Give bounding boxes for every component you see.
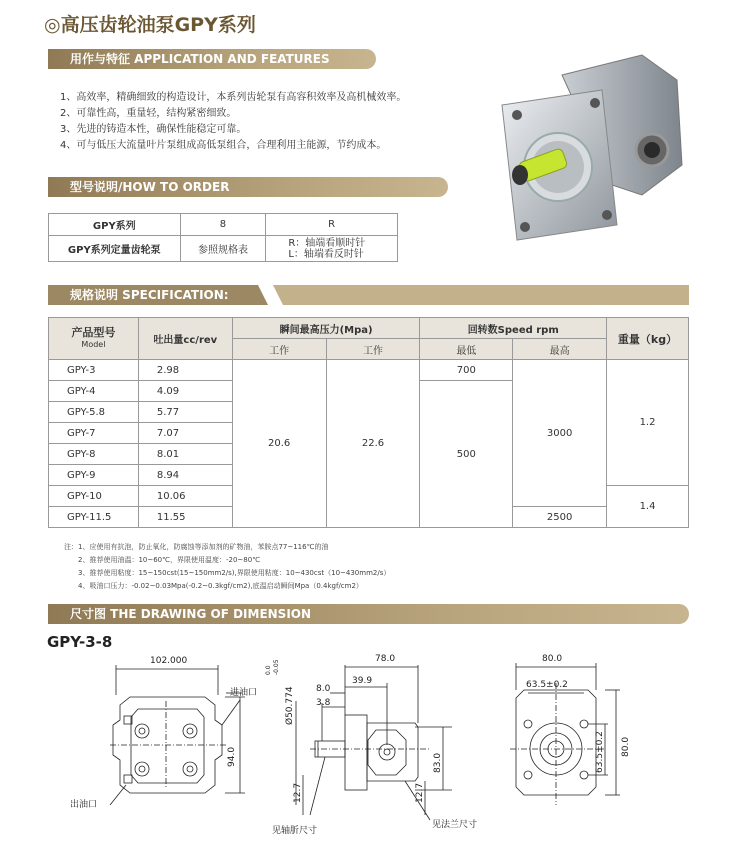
dim-102: 102.000 <box>150 656 188 666</box>
model-cell: GPY-8 <box>49 444 139 465</box>
speed-min-cell-1: 700 <box>420 360 513 381</box>
note-item: 注：1、应使用有抗泡，防止氧化，防腐蚀等添加剂的矿物油，苯胺点77~116℃的油 <box>64 543 329 551</box>
features-list <box>60 90 406 154</box>
page-title: ◎高压齿轮油泵GPY系列 <box>44 14 256 36</box>
dim-39-9: 39.9 <box>352 676 373 686</box>
model-cell: GPY-7 <box>49 423 139 444</box>
feature-item: 3、先进的铸造本性，确保性能稳定可靠。 <box>60 124 247 135</box>
model-cell: GPY-9 <box>49 465 139 486</box>
header-displacement: 吐出量cc/rev <box>138 318 232 360</box>
model-cell: GPY-10 <box>49 486 139 507</box>
feature-item: 4、可与低压大流量叶片泵组成高低泵组合，合理利用主能源，节约成本。 <box>60 140 387 151</box>
pressure-cell-1: 20.6 <box>232 360 326 528</box>
drawing-model-label: GPY-3-8 <box>47 633 113 651</box>
header-pressure-work-2: 工作 <box>326 339 420 360</box>
pump-product-image <box>492 45 692 255</box>
displacement-cell: 2.98 <box>138 360 232 381</box>
spec-section-header <box>48 285 689 305</box>
dim-80-side: 80.0 <box>621 736 631 757</box>
dim-83: 83.0 <box>433 752 443 773</box>
note-item: 3、推荐使用粘度：15~150cst(15~150mm2/s),界限使用粘度：10~430cst（10~430mm2/s） <box>78 569 391 577</box>
feature-item: 1、高效率，精确细致的构造设计，本系列齿轮泵有高容积效率及高机械效率。 <box>60 92 407 103</box>
order-cell: GPY系列 <box>49 214 181 236</box>
features-section-header: 用作与特征 APPLICATION AND FEATURES <box>48 49 376 69</box>
speed-max-cell-1: 3000 <box>513 360 607 507</box>
displacement-cell: 4.09 <box>138 381 232 402</box>
displacement-cell: 8.01 <box>138 444 232 465</box>
note-item: 4、吸油口压力：-0.02~0.03Mpa(-0.2~0.3kgf/cm2),底温启动瞬间Mpa（0.4kgf/cm2） <box>78 582 363 590</box>
dim-94: 94.0 <box>227 746 237 767</box>
header-weight: 重量（kg） <box>607 318 689 360</box>
speed-min-cell-2: 500 <box>420 381 513 528</box>
displacement-cell: 5.77 <box>138 402 232 423</box>
drawing-section-header: 尺寸图 THE DRAWING OF DIMENSION <box>48 604 689 624</box>
header-pressure: 瞬间最高压力(Mpa) <box>232 318 420 339</box>
header-model-en: Model <box>81 339 106 349</box>
note-item: 2、推荐使用油温：10~60℃，界限使用温度：-20~80℃ <box>78 556 261 564</box>
dim-80-top: 80.0 <box>542 654 563 664</box>
model-cell: GPY-11.5 <box>49 507 139 528</box>
order-cell: 参照规格表 <box>180 236 266 262</box>
spec-header-text: 规格说明 SPECIFICATION: <box>70 288 229 302</box>
header-speed: 回转数Speed rpm <box>420 318 607 339</box>
spec-notes <box>64 541 390 593</box>
dim-63-5-side: 63.5±0.2 <box>595 731 605 773</box>
order-section-header: 型号说明/HOW TO ORDER <box>48 177 448 197</box>
shaft-note: 见轴肵尺寸 <box>272 826 318 836</box>
feature-item: 2、可靠性高，重量轻，结构紧密细致。 <box>60 108 237 119</box>
speed-max-cell-2: 2500 <box>513 507 607 528</box>
displacement-cell: 8.94 <box>138 465 232 486</box>
dim-78: 78.0 <box>375 654 396 664</box>
dim-tol-low: -0.05 <box>273 659 280 675</box>
rotation-r: R：轴端看顺时针 <box>288 237 366 249</box>
model-cell: GPY-5.8 <box>49 402 139 423</box>
displacement-cell: 7.07 <box>138 423 232 444</box>
outlet-label: 出油口 <box>70 800 98 810</box>
pressure-cell-2: 22.6 <box>326 360 420 528</box>
header-pressure-work-1: 工作 <box>232 339 326 360</box>
weight-cell-1: 1.2 <box>607 360 689 486</box>
dim-12-7-b: 12.7 <box>415 782 425 803</box>
dim-tol-up: 0.0 <box>265 665 272 675</box>
header-model <box>49 318 139 360</box>
model-cell: GPY-3 <box>49 360 139 381</box>
dimension-drawing <box>60 645 670 840</box>
weight-cell-2: 1.4 <box>607 486 689 528</box>
header-model-cn: 产品型号 <box>71 325 116 339</box>
dim-8: 8.0 <box>316 684 331 694</box>
header-speed-min: 最低 <box>420 339 513 360</box>
dim-3-8: 3.8 <box>316 698 331 708</box>
displacement-cell: 10.06 <box>138 486 232 507</box>
model-cell: GPY-4 <box>49 381 139 402</box>
front-view <box>110 665 245 805</box>
spec-table <box>48 317 689 528</box>
rotation-cell <box>266 236 398 262</box>
order-cell: R <box>266 214 398 236</box>
flange-note: 见法兰尺寸 <box>432 820 478 830</box>
order-cell: GPY系列定量齿轮泵 <box>49 236 181 262</box>
rotation-l: L：轴端看反时针 <box>288 248 364 260</box>
displacement-cell: 11.55 <box>138 507 232 528</box>
dim-63-5-top: 63.5±0.2 <box>526 680 568 690</box>
dim-12-7-a: 12.7 <box>293 782 303 803</box>
order-cell: 8 <box>180 214 266 236</box>
inlet-label: 进油口 <box>230 688 258 698</box>
order-table <box>48 213 398 262</box>
dim-50-774: Ø50.774 <box>285 686 295 725</box>
header-speed-max: 最高 <box>513 339 607 360</box>
